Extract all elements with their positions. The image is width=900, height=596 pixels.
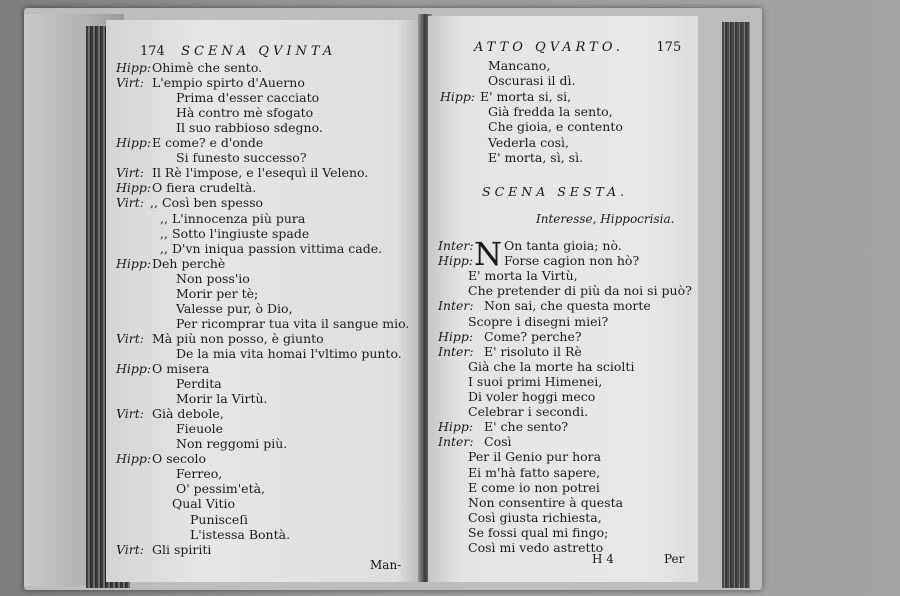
verse-line: E' che sento? — [484, 419, 569, 435]
verse-line: Sotto l'ingiuste spade — [172, 225, 310, 241]
verse-line: Valesse pur, ò Dio, — [176, 300, 293, 316]
speaker-label: Hipp: — [438, 419, 474, 435]
left-page — [106, 20, 422, 582]
speaker-label: Virt: — [116, 541, 145, 557]
speaker-label: Hipp: — [116, 361, 152, 376]
speaker-label: Virt: — [116, 165, 145, 181]
verse-line: O secolo — [152, 451, 207, 467]
speaker-label: Hipp: — [116, 60, 152, 75]
right-catchword: Per — [664, 552, 685, 566]
quote-mark: ,, — [150, 195, 158, 211]
verse-line: Così — [484, 434, 512, 450]
verse-line: E' morta, sì, sì. — [488, 149, 584, 165]
verse-line: Oscurasi il dì. — [488, 73, 576, 89]
verse-line: E come? e d'onde — [152, 135, 264, 151]
verse-line: On tanta gioia; nò. — [504, 238, 622, 253]
speaker-label: Inter: — [438, 238, 474, 253]
verse-line: Il suo rabbioso sdegno. — [176, 120, 323, 136]
verse-line: Non reggomi più. — [176, 436, 288, 452]
verse-line: Non poss'io — [176, 270, 250, 286]
right-running-head — [474, 40, 681, 55]
verse-line: Non consentire à questa — [468, 494, 624, 510]
speaker-label: Hipp: — [438, 328, 474, 344]
speaker-label: Virt: — [116, 75, 145, 91]
speaker-label: Hipp: — [440, 88, 476, 104]
verse-line: Mancano, — [488, 58, 551, 73]
verse-line: Che pretender di più da noi si può? — [468, 283, 692, 299]
verse-line: Prima d'esser cacciato — [176, 90, 320, 106]
verse-line: O misera — [152, 361, 210, 376]
verse-line: E' risoluto il Rè — [484, 343, 582, 359]
verse-line: Ohimè che sento. — [152, 60, 263, 75]
verse-line: Così ben spesso — [162, 195, 264, 211]
speaker-label: Virt: — [116, 330, 145, 346]
verse-line: L'istessa Bontà. — [190, 526, 291, 542]
verse-line: Morir per tè; — [176, 285, 259, 301]
verse-line: Gli spiriti — [152, 541, 212, 557]
left-running-head — [140, 44, 336, 59]
right-running-head-text: ATTO QVARTO. — [474, 40, 624, 55]
speaker-label: Hipp: — [116, 255, 152, 271]
verse-line: L'empio spirto d'Auerno — [152, 75, 305, 91]
verse-line: Scopre i disegni miei? — [468, 313, 609, 329]
verse-line: Forse cagion non hò? — [504, 253, 640, 269]
verse-line: Qual Vitio — [172, 496, 236, 512]
quote-mark: ,, — [160, 225, 168, 241]
left-running-head-text: SCENA QVINTA — [181, 44, 337, 59]
verse-line: Il Rè l'impose, e l'esequì il Veleno. — [152, 165, 369, 181]
verse-line: Vederla così, — [488, 134, 569, 150]
verse-line: O fiera crudeltà. — [152, 180, 257, 196]
speaker-label: Hipp: — [116, 135, 152, 151]
signature-mark: H 4 — [592, 552, 614, 566]
scene-characters: Interesse, Hippocrisia. — [536, 212, 675, 226]
verse-line: Ei m'hà fatto sapere, — [468, 464, 601, 480]
left-catchword: Man- — [370, 558, 402, 572]
left-page-number: 174 — [140, 44, 165, 59]
verse-line: Ferreo, — [176, 466, 223, 482]
verse-line: Che gioia, e contento — [488, 119, 623, 135]
verse-line: Già fredda la sento, — [488, 103, 613, 119]
verse-line: Per il Genio pur hora — [468, 449, 602, 465]
speaker-label: Hipp: — [438, 253, 474, 269]
drop-cap: N — [474, 235, 502, 273]
right-page-number: 175 — [656, 40, 682, 55]
speaker-label: Virt: — [116, 406, 145, 422]
verse-line: O' pessim'età, — [176, 481, 266, 497]
verse-line: Così mi vedo astretto — [468, 540, 604, 555]
verse-line: Perdita — [176, 376, 222, 392]
verse-line: E' morta si, si, — [480, 88, 572, 104]
speaker-label: Inter: — [438, 434, 474, 450]
verse-line: L'innocenza più pura — [172, 210, 306, 226]
verse-line: Mà più non posso, è giunto — [152, 330, 324, 346]
verse-line: Di voler hoggi meco — [468, 389, 596, 404]
speaker-label: Inter: — [438, 343, 474, 359]
verse-line: E' morta la Virtù, — [468, 268, 578, 284]
verse-line: Celebrar i secondi. — [468, 404, 589, 420]
speaker-label: Virt: — [116, 195, 145, 211]
verse-line: Deh perchè — [152, 255, 226, 271]
verse-line: Già che la morte ha sciolti — [468, 358, 635, 374]
verse-line: Morir la Virtù. — [176, 391, 268, 407]
verse-line: Già debole, — [152, 406, 224, 422]
verse-line: I suoi primi Himenei, — [468, 373, 603, 389]
verse-line: Fieuole — [176, 421, 224, 437]
speaker-label: Hipp: — [116, 451, 152, 467]
verse-line: E come io non potrei — [468, 479, 600, 495]
verse-line: Se fossi qual mi fingo; — [468, 524, 609, 540]
verse-line: Per ricomprar tua vita il sangue mio. — [176, 315, 410, 331]
verse-line: Punisceſi — [190, 511, 248, 527]
verse-line: Come? perche? — [484, 328, 582, 344]
speaker-label: Hipp: — [116, 180, 152, 196]
right-page — [428, 16, 698, 582]
verse-line: D'vn iniqua passion vittima cade. — [172, 240, 383, 256]
verse-line: Così giusta richiesta, — [468, 509, 602, 525]
verse-line: Non sai, che questa morte — [484, 298, 651, 314]
verse-line: De la mia vita homai l'vltimo punto. — [176, 345, 402, 361]
quote-mark: ,, — [160, 240, 168, 256]
speaker-label: Inter: — [438, 298, 474, 314]
quote-mark: ,, — [160, 210, 168, 226]
page-edges-right — [722, 22, 750, 588]
verse-line: Hà contro mè sfogato — [176, 105, 314, 121]
verse-line: Si funesto successo? — [176, 150, 307, 166]
scene-title: SCENA SESTA. — [482, 184, 629, 199]
